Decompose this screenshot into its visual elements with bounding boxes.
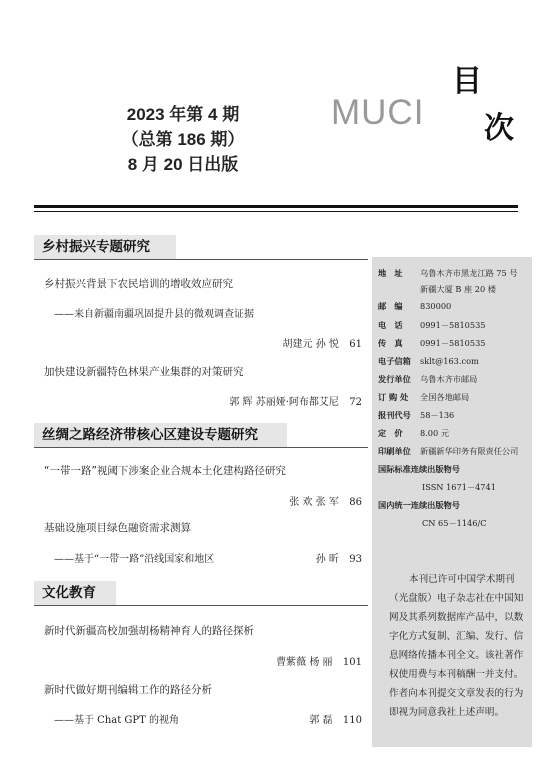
article-authors: 胡建元 孙 悦 [282,339,339,350]
article-page: 93 [349,554,362,565]
article-byline [283,335,362,350]
section-title: 文化教育 [34,581,116,605]
info-cn-value: CN 65－1146/C [422,518,487,528]
section-divider [34,259,368,260]
info-price [378,428,449,439]
info-printer [378,446,518,457]
article-title[interactable]: 新时代新疆高校加强胡杨精神育人的路径探析 [44,625,254,637]
info-cn-label: 国内统一连续出版物号 [378,500,460,510]
info-value: 0991－5810535 [420,320,486,330]
info-label: 订 购 处 [378,392,409,402]
info-label: 电子信箱 [378,356,411,366]
info-value: 乌鲁木齐市黑龙江路 75 号 [420,268,518,278]
article-title[interactable]: 基础设施项目绿色融资需求测算 [44,522,191,534]
article-page: 101 [342,657,362,668]
info-value: 全国各地邮局 [420,392,470,402]
section-title: 丝绸之路经济带核心区建设专题研究 [34,423,287,447]
article-byline [276,653,362,668]
issue-number: 2023 年第 4 期 [126,105,240,124]
info-label: 报刊代号 [378,410,411,420]
article-subtitle: ——基于“一带一路”沿线国家和地区 [54,554,215,565]
article-authors: 郭 磊 [309,715,333,726]
article-page: 61 [349,339,362,350]
info-label: 定 价 [378,428,403,438]
info-issn-label: 国际标准连续出版物号 [378,464,460,474]
article-subtitle: ——来自新疆南疆巩固提升县的微观调查证据 [54,309,254,320]
info-value: 8.00 元 [420,428,450,438]
info-value: 新疆新华印务有限责任公司 [420,446,519,456]
article-title[interactable]: “一带一路”视阈下涉案企业合规本土化建构路径研究 [44,465,286,477]
article-authors: 张 欢 张 军 [289,497,339,508]
info-distributor [378,374,477,385]
info-email [378,356,479,367]
info-value: 58－136 [420,410,455,420]
info-subscribe [378,392,469,403]
info-label: 印刷单位 [378,446,411,456]
section-divider [34,447,368,448]
article-title[interactable]: 加快建设新疆特色林果产业集群的对策研究 [44,366,244,378]
info-value: 830000 [420,301,452,311]
header-rule [34,205,518,208]
info-label: 传 真 [378,338,403,348]
info-label: 邮 编 [378,301,403,311]
info-value: 0991－5810535 [420,338,486,348]
article-byline [229,393,362,408]
info-phone [378,320,486,331]
info-issn-value: ISSN 1671－4741 [422,482,496,492]
section-title: 乡村振兴专题研究 [34,235,176,259]
info-value: 乌鲁木齐市邮局 [420,374,478,384]
article-byline [316,550,362,565]
copyright-statement: 本刊已许可中国学术期刊（光盘版）电子杂志社在中国知网及其系列数据库产品中，以数字化方式复制、汇编、发行、信息网络传播本刊全文。该社著作权使用费与本刊稿酬一并支付。作者向本刊提交文章发表的行为即视为同意我社上述声明。 [389,574,524,718]
article-byline [309,711,362,726]
article-subtitle: ——基于 Chat GPT 的视角 [54,715,179,726]
article-byline [289,493,362,508]
info-postcode [378,301,451,312]
header-rule-thin [34,211,518,212]
article-page: 110 [342,715,362,726]
article-title[interactable]: 新时代做好期刊编辑工作的路径分析 [44,684,212,696]
section-divider [34,605,368,606]
info-value[interactable]: sklt@163.com [420,356,479,366]
publish-date: 8 月 20 日出版 [127,155,239,174]
article-page: 72 [349,397,362,408]
info-address [378,268,518,279]
info-postal-code [378,410,454,421]
title-char-ci: 次 [484,111,514,146]
info-address-line2: 新疆大厦 B 座 20 楼 [420,284,496,294]
article-title[interactable]: 乡村振兴背景下农民培训的增收效应研究 [44,278,233,290]
info-label: 地 址 [378,268,403,278]
article-page: 86 [349,497,362,508]
article-authors: 郭 辉 苏丽娅·阿布都艾尼 [229,397,339,408]
issue-total: （总第 186 期） [121,130,245,149]
info-label: 发行单位 [378,374,411,384]
info-label: 电 话 [378,320,403,330]
article-authors: 孙 昕 [315,554,339,565]
brand-logo: MUCI [331,93,425,132]
info-fax [378,338,486,349]
title-char-mu: 目 [452,64,482,99]
article-authors: 曹紫薇 杨 丽 [276,657,333,668]
